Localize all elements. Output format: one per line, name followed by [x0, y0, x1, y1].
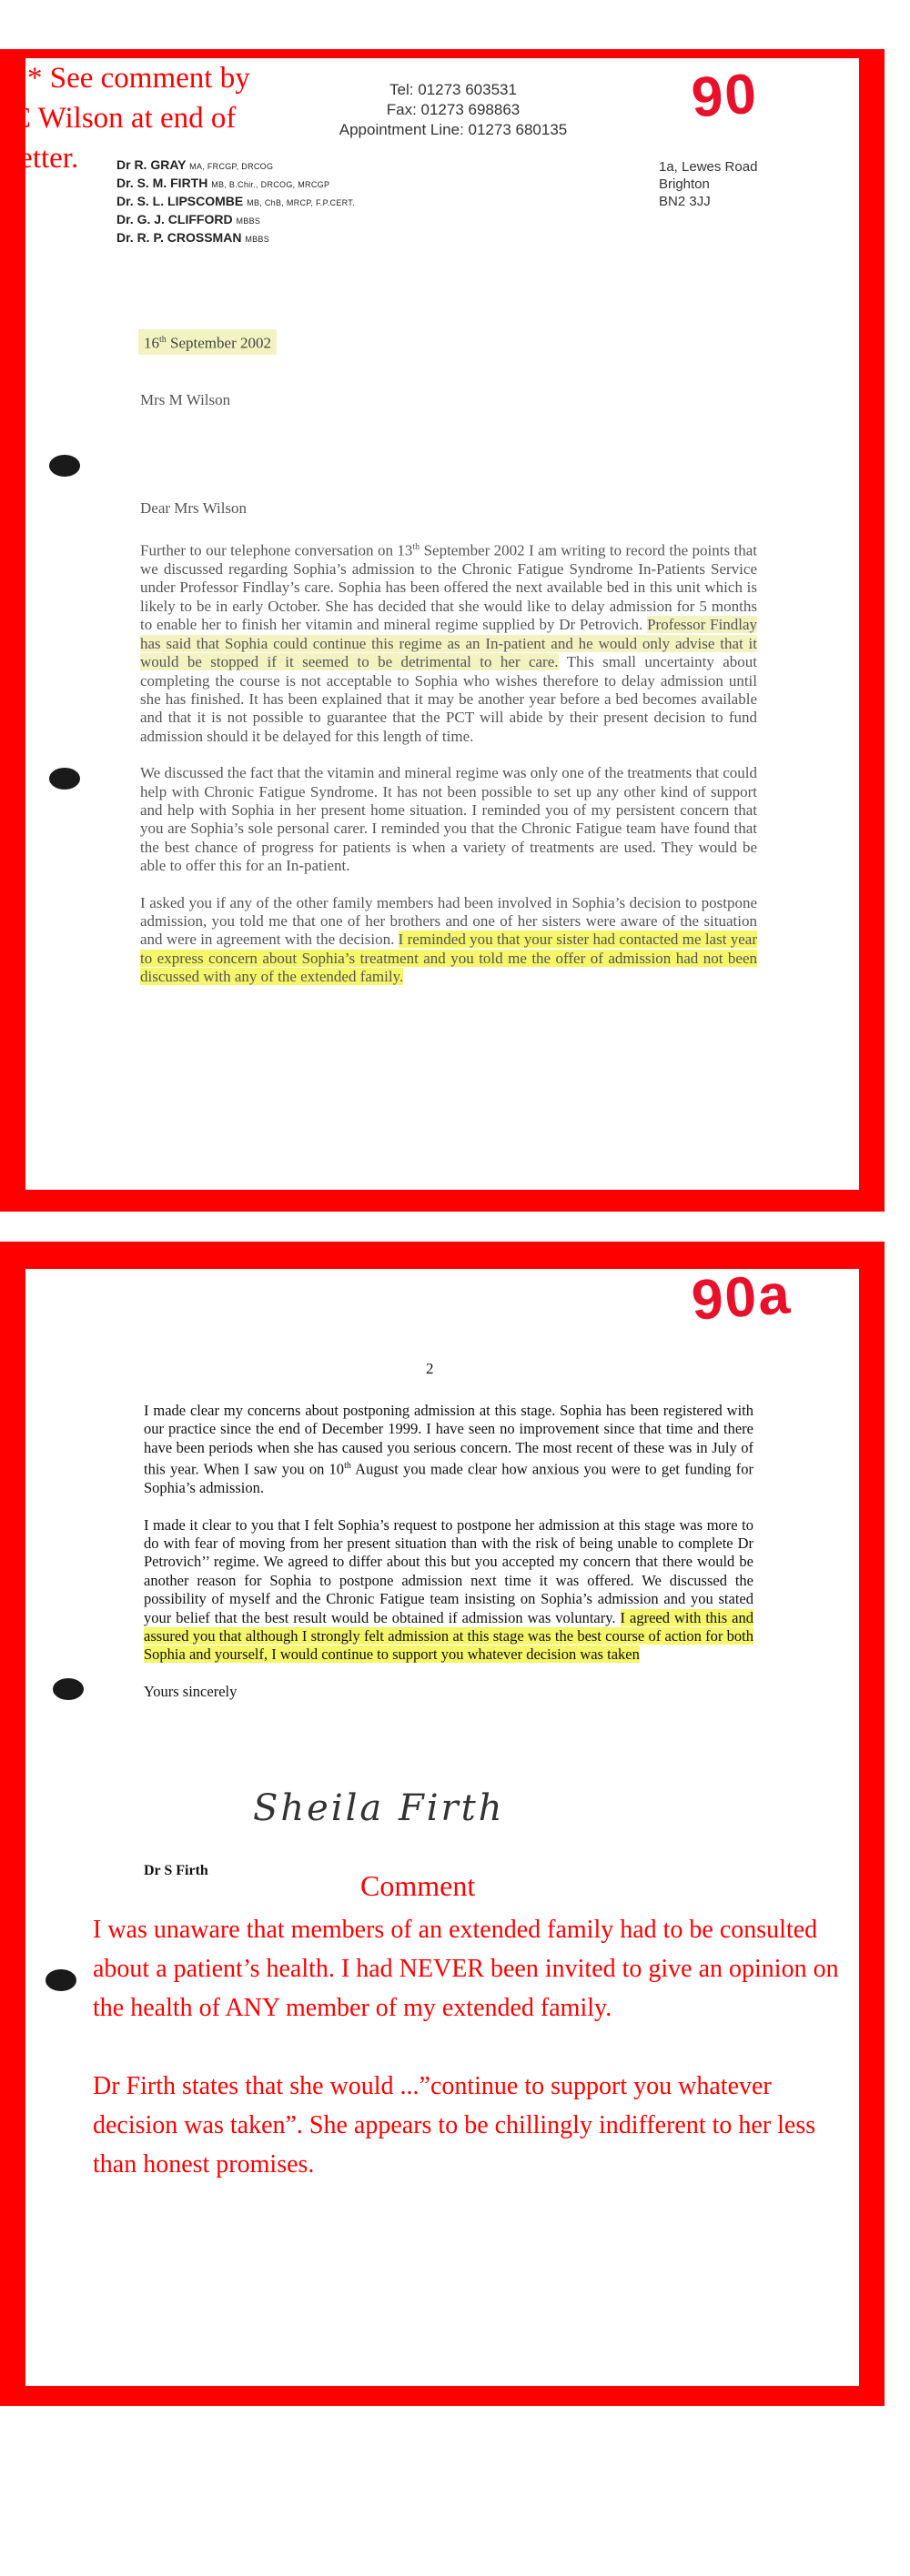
page-1-frame — [0, 49, 885, 1212]
date-day: 16 — [144, 334, 159, 352]
address-line: 1a, Lewes Road — [659, 159, 758, 175]
address-line: BN2 3JJ — [659, 194, 711, 209]
doctor-entry — [116, 156, 499, 175]
practice-contact — [298, 80, 608, 140]
date-suffix: th — [159, 335, 167, 345]
punch-hole — [53, 1678, 84, 1700]
letter-body — [140, 538, 757, 987]
telephone: Tel: 01273 603531 — [389, 81, 517, 98]
doctor-name: Dr. S. M. FIRTH — [116, 176, 208, 190]
doctor-name: Dr R. GRAY — [116, 157, 187, 172]
practice-address — [659, 158, 757, 210]
letter-body — [144, 1402, 753, 1719]
letter-page-2 — [25, 1263, 859, 2386]
comment-paragraph: Dr Firth states that she would ...”continue to support you whatever decision was taken”. She appears to be chillingly indifferent to her less than honest promises. — [93, 2072, 816, 2179]
doctor-qualifications: MA, FRCGP, DRCOG — [189, 162, 274, 171]
highlighted-text: Professor Findlay has said that Sophia could continue this regime as an In-patient and he would only advise that it would be stopped if it seemed to be detrimental to her care. — [140, 616, 757, 671]
signatory: Dr S Firth — [144, 1863, 208, 1878]
doctor-name: Dr. S. L. LIPSCOMBE — [116, 194, 244, 208]
paragraph-text: I asked you if any of the other family members had been involved in Sophia’s decision to postpone admission, you told me that one of her brothers and one of her sisters were aware of the situation and were in agreement with the decision. — [140, 893, 757, 949]
doctor-qualifications: MB, ChB, MRCP, F.P.CERT. — [247, 198, 355, 207]
doctor-list — [116, 156, 499, 247]
letter-page-number: 2 — [426, 1360, 434, 1377]
letter-page-1 — [11, 58, 859, 1190]
page-number-annotation: 90 — [689, 62, 761, 130]
ordinal-suffix: th — [412, 542, 420, 552]
punch-hole — [46, 1969, 76, 1991]
annotation-line: C Wilson at end of — [11, 102, 237, 135]
doctor-entry — [116, 211, 499, 229]
comment-body — [93, 1910, 859, 2184]
recipient: Mrs M Wilson — [140, 391, 231, 408]
doctor-name: Dr. G. J. CLIFFORD — [116, 212, 233, 226]
doctor-entry — [116, 229, 499, 247]
doctor-qualifications: MBBS — [236, 216, 261, 226]
doctor-entry — [116, 193, 499, 211]
paragraph — [144, 1402, 753, 1498]
handwritten-signature: Sheila Firth — [253, 1787, 505, 1829]
paragraph-text: September 2002 I am writing to record the points that we discussed regarding Sophia’s admission to the Chronic Fatigue Syndrome In-Patients Service under Professor Findlay’s care. Sophia has been offered the next available bed in this unit which is likely to be in early October. She has decided that she would like to delay admission for 5 months to enable her to finish her vitamin and mineral regime supplied by Dr Petrovich. — [140, 541, 758, 634]
paragraph-text: Further to our telephone conversation on 13 — [140, 541, 413, 559]
ordinal-suffix: th — [344, 1461, 351, 1472]
punch-hole — [49, 768, 80, 790]
highlighted-text: I reminded you that your sister had contacted me last year to express concern about Sophia’s treatment and you told me the offer of admission had not been discussed with any of the extended family. — [140, 931, 757, 986]
doctor-name: Dr. R. P. CROSSMAN — [116, 230, 242, 245]
annotation-line: letter. — [11, 142, 79, 175]
paragraph: We discussed the fact that the vitamin and mineral regime was only one of the treatments that could help with Chronic Fatigue Syndrome. It has not been possible to set up any other kind of support and help with Sophia in her present home situation. I reminded you of my persistent concern that you are Sophia’s sole personal carer. I reminded you that the Chronic Fatigue team have found that the best chance of progress for patients is when a variety of treatments are used. They would be able to offer this for an In-patient. — [140, 764, 757, 875]
address-line: Brighton — [659, 176, 710, 192]
paragraph — [144, 1516, 753, 1665]
date-rest: September 2002 — [166, 334, 271, 352]
page-number-annotation: 90a — [689, 1263, 794, 1333]
paragraph-text: August you made clear how anxious you were to get funding for Sophia’s admission. — [144, 1460, 754, 1497]
appointment-line: Appointment Line: 01273 680135 — [339, 121, 568, 138]
paragraph-text: This small uncertainty about completing the course is not acceptable to Sophia who wishes therefore to delay admission until she has finished. It has been explained that it may be another year before a bed becomes available and that it is not possible to guarantee that the PCT will abide by their present decision to fund admission should it be delayed for this length of time. — [140, 653, 757, 745]
letter-date — [138, 329, 277, 355]
highlighted-text: I agreed with this and assured you that although I strongly felt admission at this stage was the best course of action for both Sophia and yourself, I would continue to support you whatever decision was taken — [144, 1608, 753, 1664]
paragraph-text: I made clear my concerns about postponing admission at this stage. Sophia has been registered with our practice since the end of December 1999. I have seen no improvement since that time and there have been periods when she has caused you serious concern. The most recent of these was in July of this year. When I saw you on 10 — [144, 1402, 753, 1478]
paragraph — [140, 894, 757, 987]
doctor-entry — [116, 175, 499, 193]
paragraph-text: I made it clear to you that I felt Sophia’s request to postpone her admission at this stage was more to do with fear of moving from her present situation than with the risk of being unable to complete Dr Petrovich’’ regime. We agreed to differ about this but you accepted my concern that there would be another reason for Sophia to postpone admission next time it was offered. We discussed the possibility of myself and the Chronic Fatigue team insisting on Sophia’s admission and you stated your belief that the best result would be obtained if admission was voluntary. — [144, 1515, 753, 1626]
page-2-frame — [0, 1242, 885, 2406]
comment-title: Comment — [360, 1869, 476, 1902]
annotation-line: * See comment by — [27, 62, 250, 95]
doctor-qualifications: MBBS — [245, 235, 270, 244]
punch-hole — [49, 455, 80, 477]
closing: Yours sincerely — [144, 1682, 238, 1700]
doctor-qualifications: MB, B.Chir., DRCOG, MRCGP — [211, 180, 330, 189]
paragraph — [140, 538, 757, 746]
comment-paragraph: I was unaware that members of an extended family had to be consulted about a patient’s health. I had NEVER been invited to give an opinion on the health of ANY member of my extended family. — [93, 1916, 839, 2022]
salutation: Dear Mrs Wilson — [140, 499, 248, 517]
fax: Fax: 01273 698863 — [386, 101, 521, 118]
